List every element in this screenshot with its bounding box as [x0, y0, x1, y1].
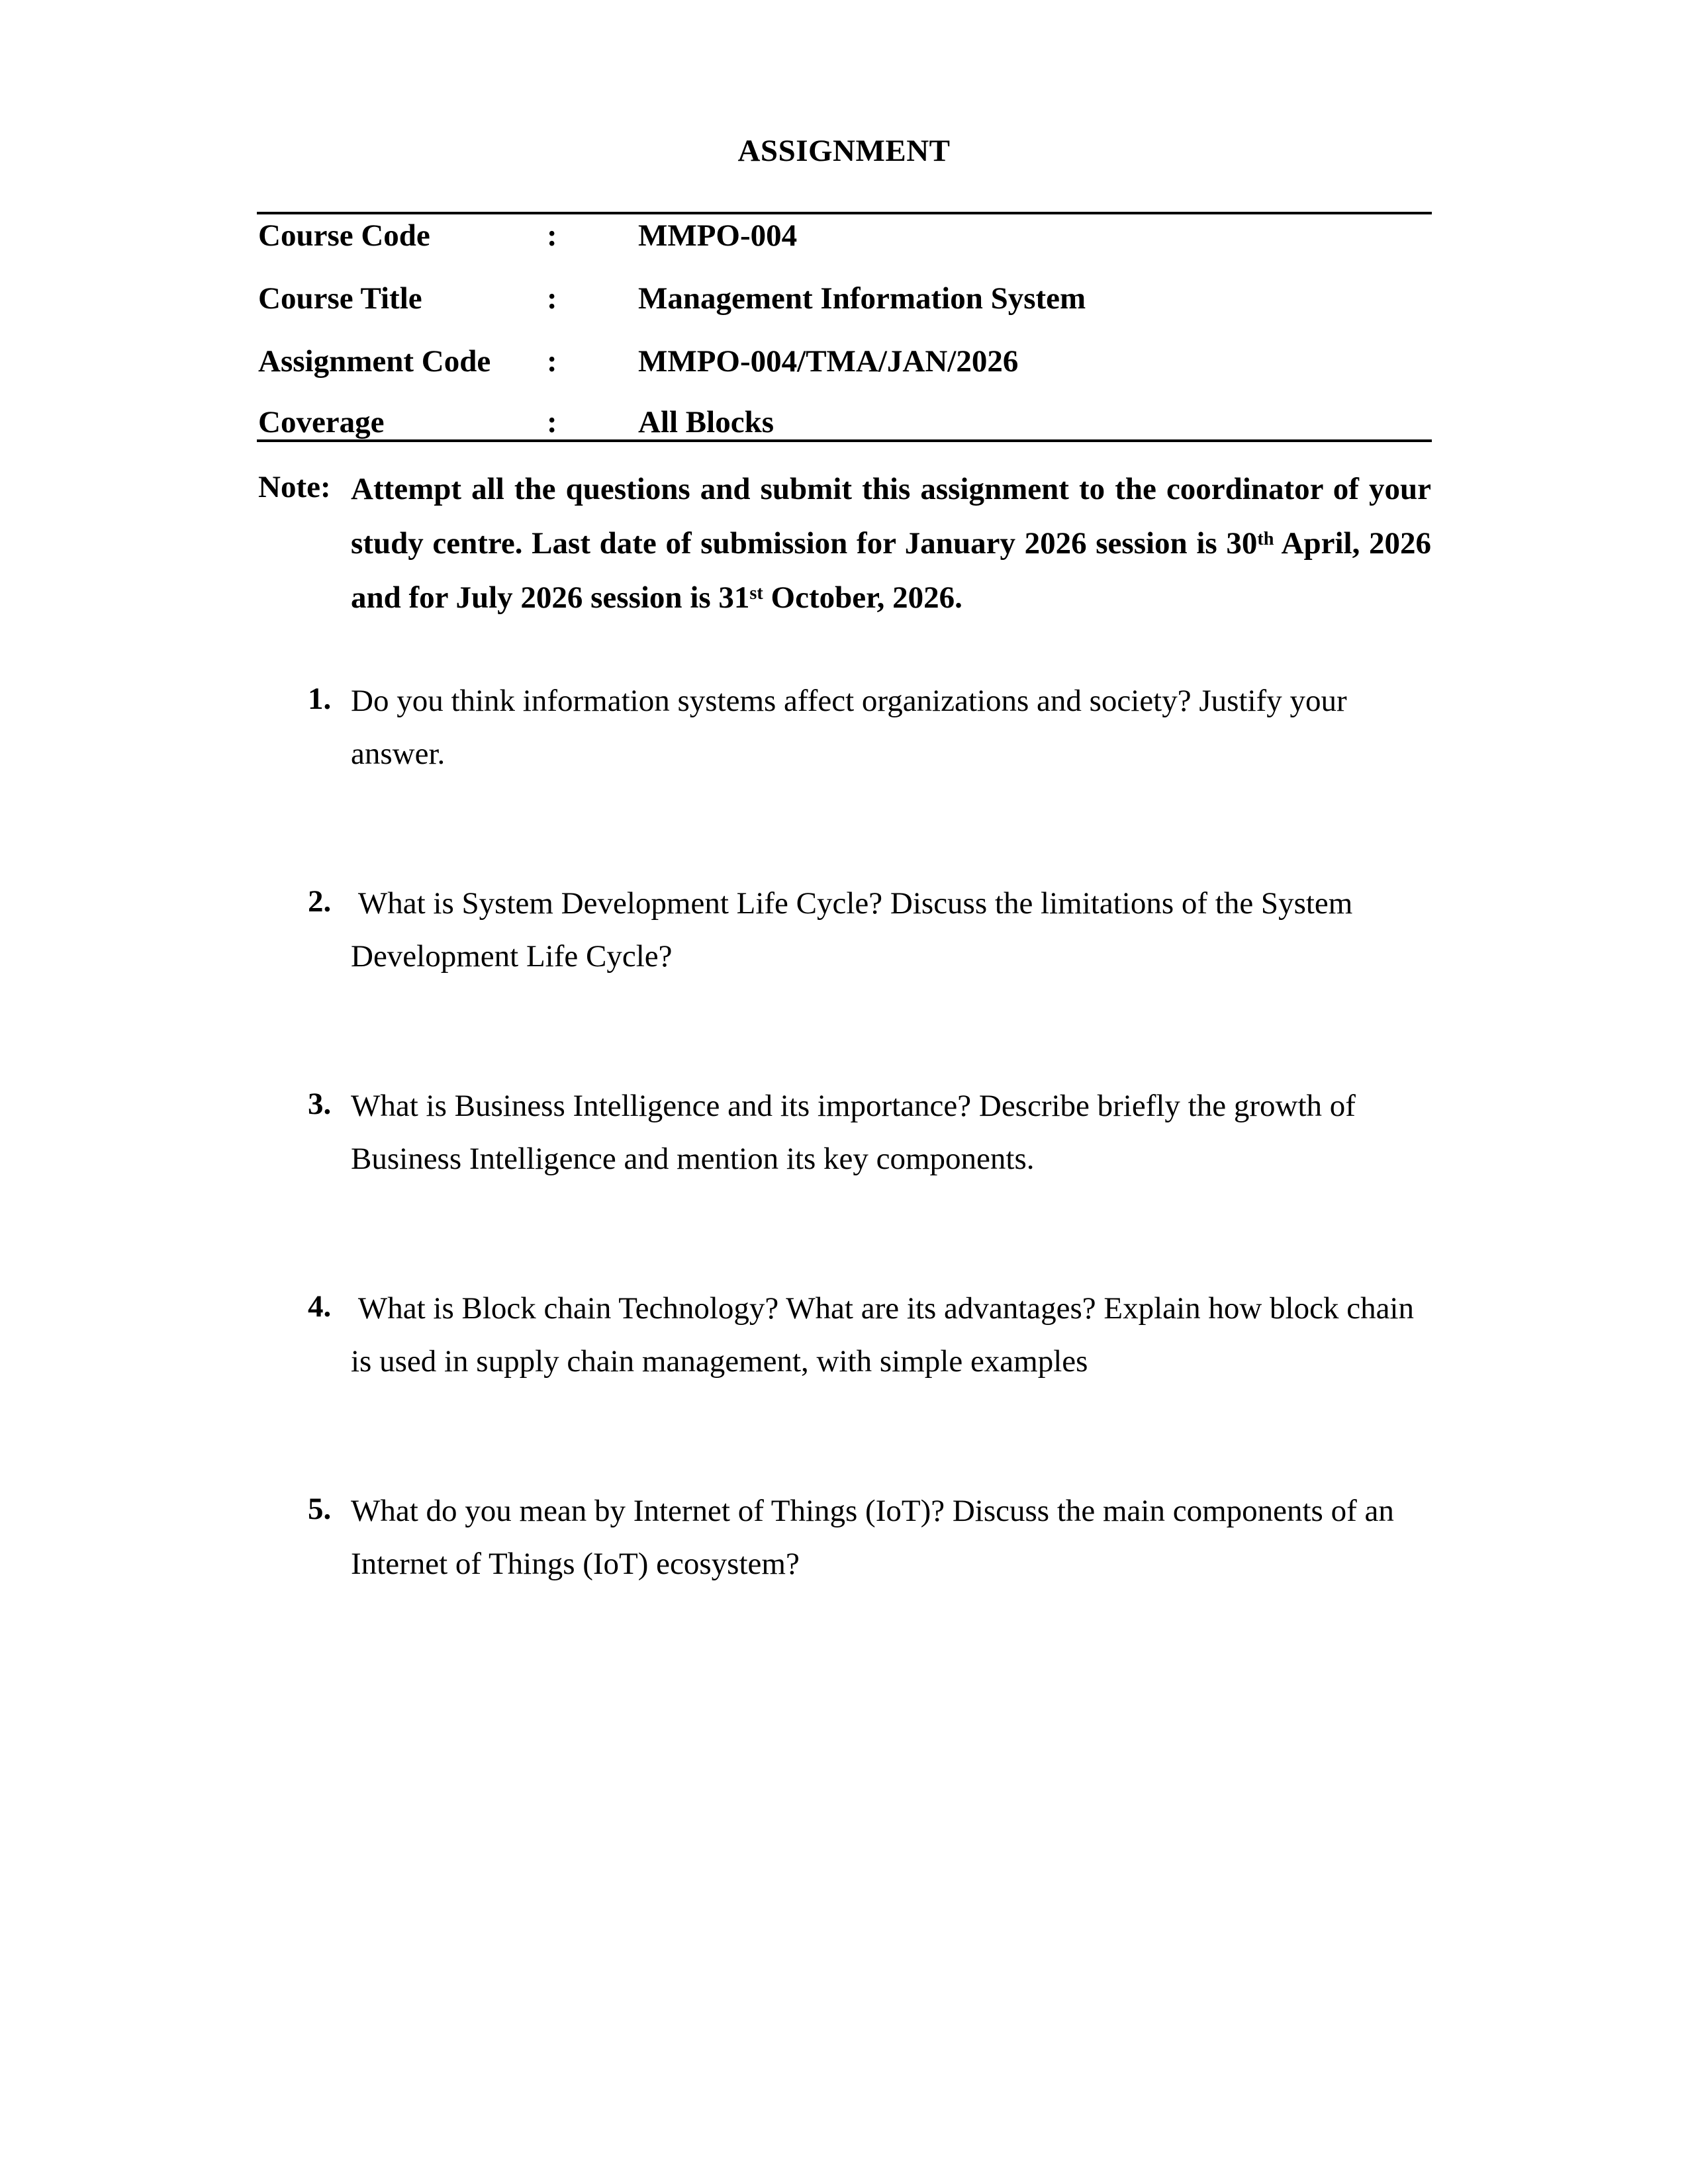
question-line: Internet of Things (IoT) ecosystem? — [351, 1547, 800, 1581]
note-label: Note: — [258, 470, 331, 504]
question-line: What is Business Intelligence and its importance? Describe briefly the growth of — [351, 1089, 1356, 1123]
table-row-label: Course Code — [258, 218, 430, 253]
question-text — [351, 1282, 1433, 1388]
question-number: 4. — [308, 1289, 332, 1324]
question-line: Do you think information systems affect organizations and society? Justify your — [351, 684, 1347, 718]
table-row-label: Course Title — [258, 281, 422, 316]
note-text — [351, 462, 1431, 625]
table-row-label: Coverage — [258, 405, 385, 439]
question-text — [351, 1079, 1433, 1185]
note-line-2-tail: April, 2026 — [1274, 526, 1431, 561]
ordinal-superscript: th — [1257, 529, 1274, 550]
question-number: 3. — [308, 1087, 332, 1121]
table-row-value: MMPO-004/TMA/JAN/2026 — [638, 344, 1019, 379]
table-row-separator: : — [547, 218, 557, 253]
note-line-2 — [351, 516, 1431, 570]
question-text — [351, 674, 1433, 780]
question-item — [308, 684, 1433, 780]
question-line: Development Life Cycle? — [351, 939, 673, 974]
table-top-rule — [257, 212, 1432, 214]
table-row — [258, 407, 1433, 438]
question-number: 2. — [308, 884, 332, 919]
question-text — [351, 1484, 1433, 1590]
note-line-3-text: and for July 2026 session is 31 — [351, 580, 750, 615]
question-line: What do you mean by Internet of Things (IoT)? Discuss the main components of an — [351, 1494, 1394, 1528]
question-item — [308, 1089, 1433, 1185]
table-row — [258, 346, 1433, 377]
question-text — [351, 877, 1433, 983]
note-line-3-tail: October, 2026. — [763, 580, 962, 615]
question-number: 1. — [308, 682, 332, 716]
question-item — [308, 886, 1433, 983]
question-number: 5. — [308, 1492, 332, 1526]
question-line: is used in supply chain management, with simple examples — [351, 1344, 1088, 1379]
table-row-separator: : — [547, 344, 557, 379]
table-row-separator: : — [547, 281, 557, 316]
note-line-3 — [351, 570, 1431, 625]
note-line-2-text: study centre. Last date of submission for January 2026 session is 30 — [351, 526, 1258, 561]
table-row-separator: : — [547, 405, 557, 439]
note-line-1: Attempt all the questions and submit this assignment to the coordinator of your — [351, 472, 1431, 506]
table-bottom-rule — [257, 439, 1432, 442]
table-row-label: Assignment Code — [258, 344, 491, 379]
table-row-value: All Blocks — [638, 405, 774, 439]
question-item — [308, 1494, 1433, 1590]
table-row-value: MMPO-004 — [638, 218, 798, 253]
ordinal-superscript: st — [749, 583, 763, 604]
table-row-value: Management Information System — [638, 281, 1086, 316]
page-title: ASSIGNMENT — [737, 134, 951, 168]
question-item — [308, 1291, 1433, 1388]
question-line: What is Block chain Technology? What are its advantages? Explain how block chain — [351, 1291, 1414, 1326]
question-line: Business Intelligence and mention its key components. — [351, 1142, 1035, 1176]
table-row — [258, 220, 1433, 251]
question-line: answer. — [351, 737, 445, 771]
table-row — [258, 283, 1433, 314]
question-line: What is System Development Life Cycle? Discuss the limitations of the System — [351, 886, 1353, 921]
